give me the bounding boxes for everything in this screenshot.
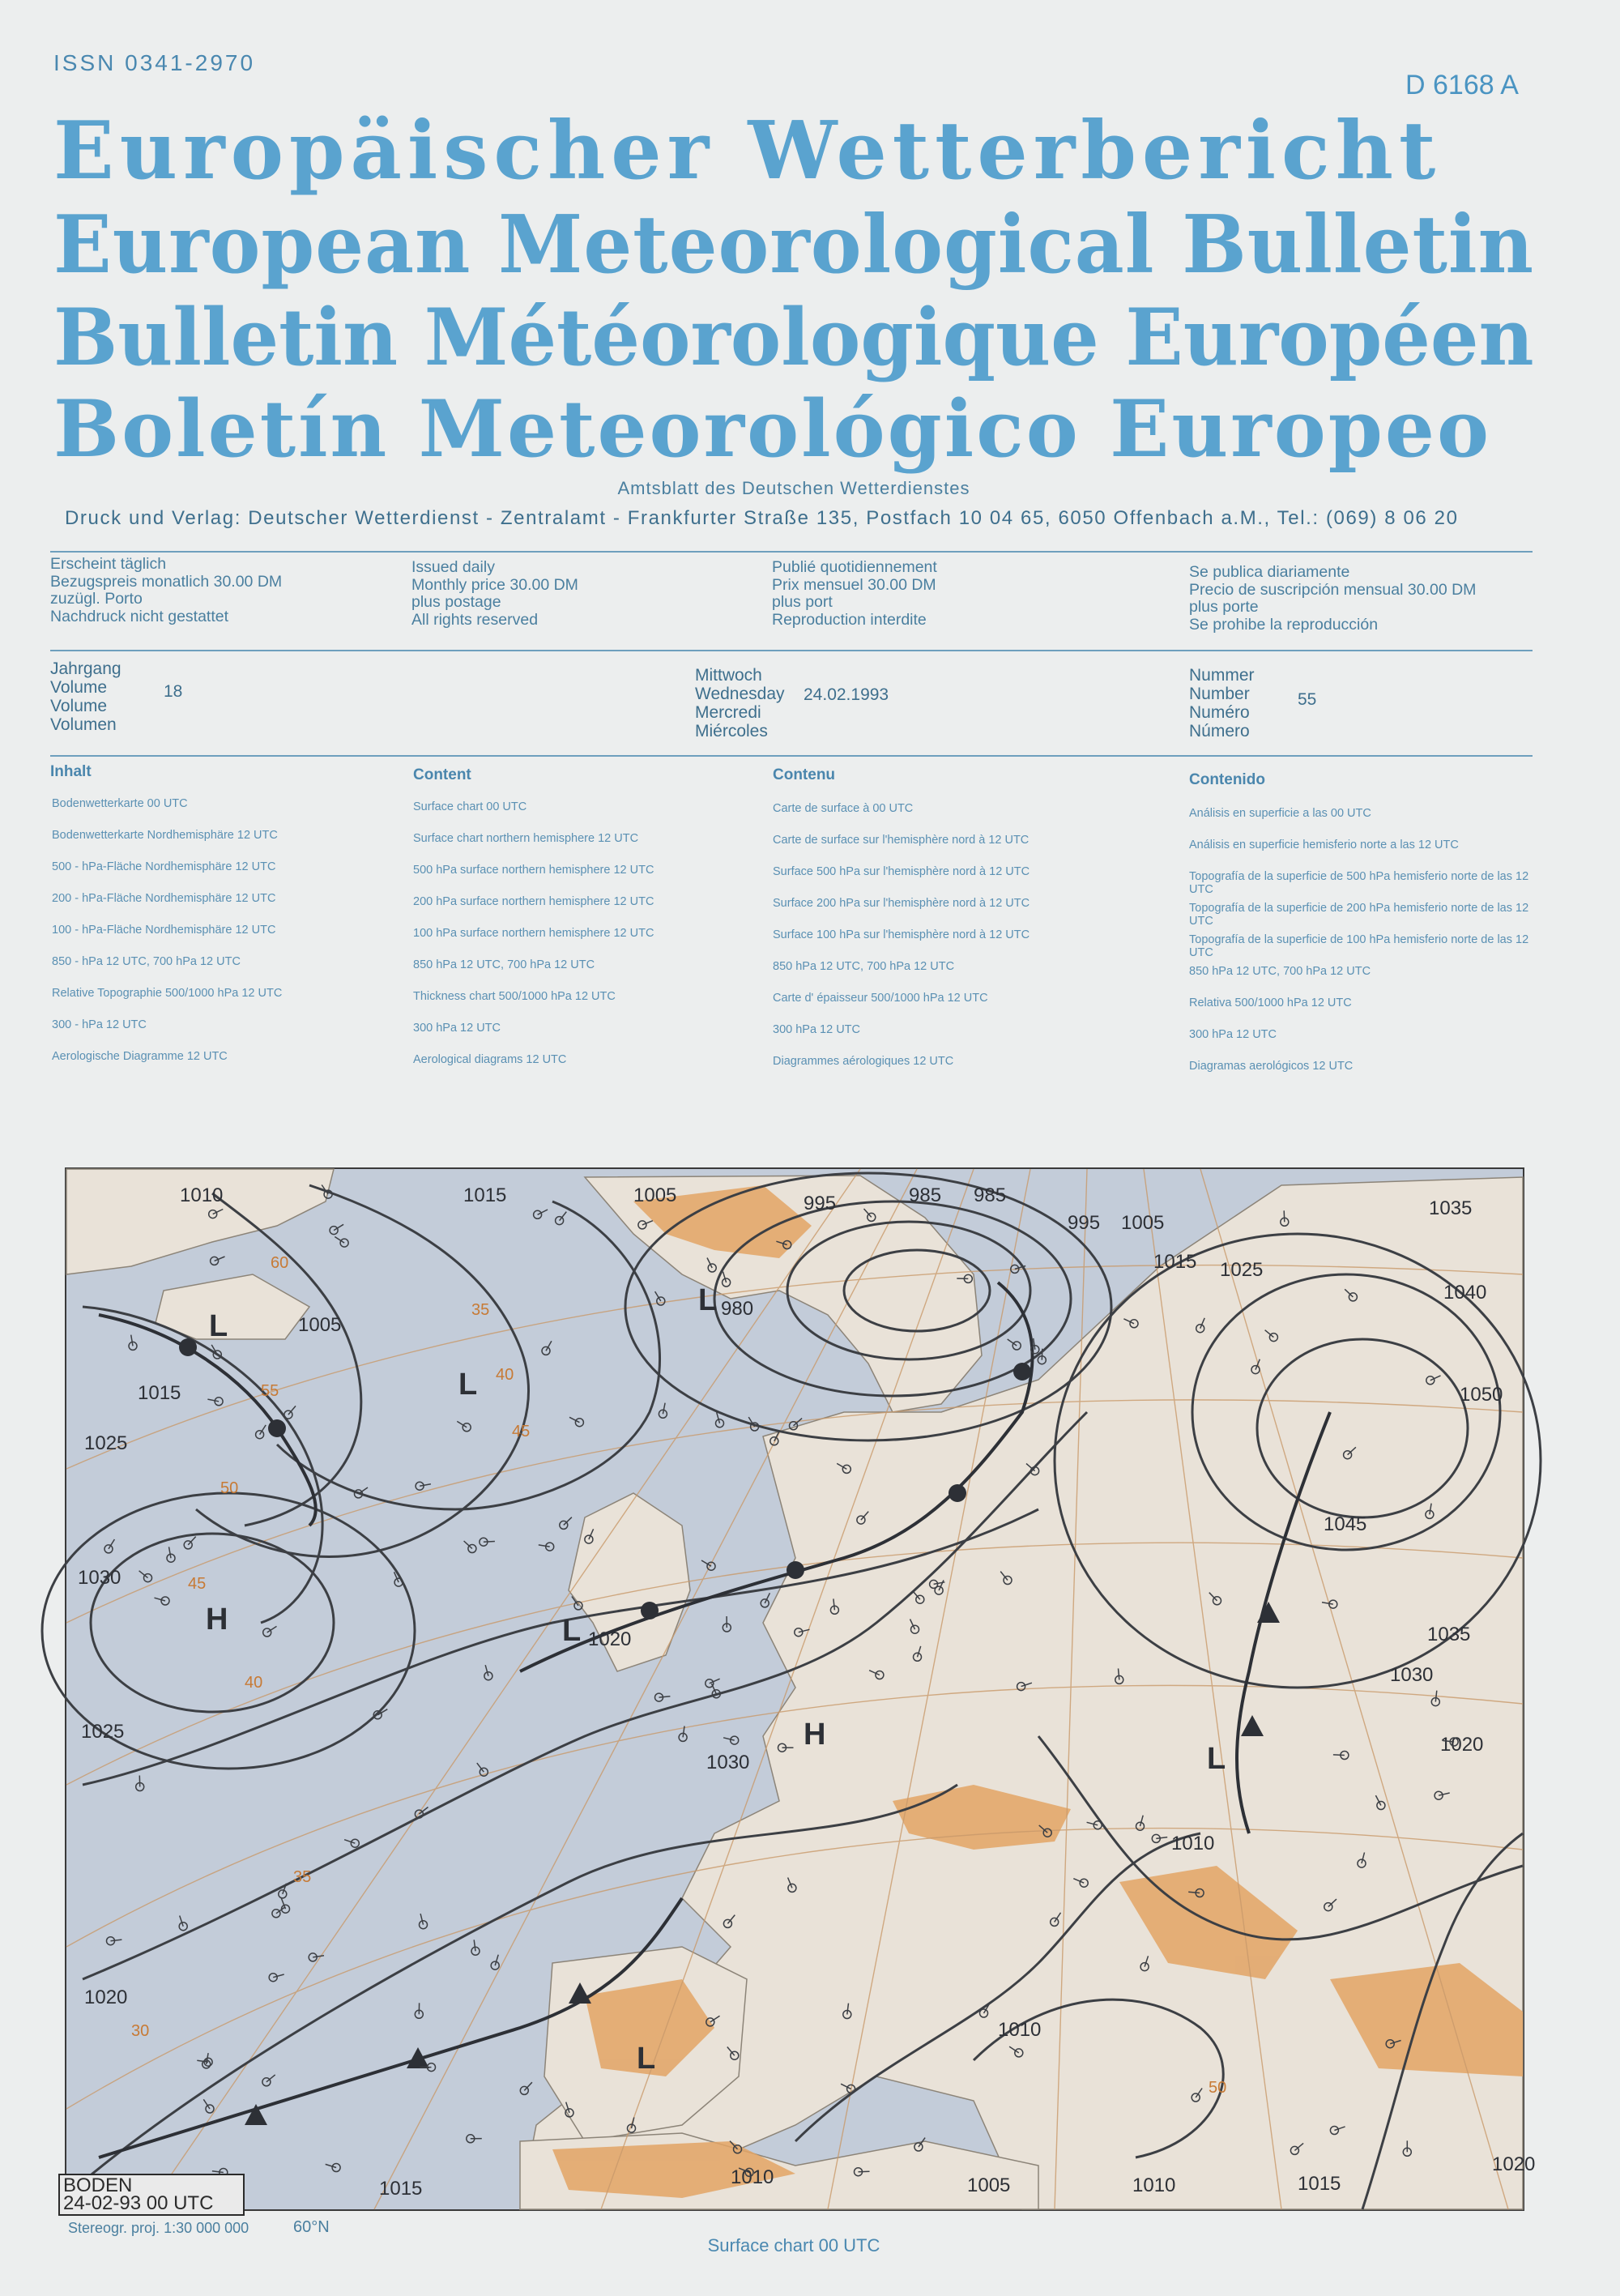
number-label: Nummer: [1189, 666, 1255, 685]
reference-latitude: 60°N: [293, 2218, 330, 2236]
station-symbol: [463, 1423, 471, 1432]
contents-item: Topografía de la superficie de 500 hPa hemisferio norte de las 12 UTC: [1189, 870, 1529, 896]
isobar-label: 1015: [1153, 1251, 1197, 1273]
isobar-label: 1020: [1440, 1734, 1484, 1756]
front-semicircle: [787, 1561, 804, 1579]
wind-barb: [155, 1598, 166, 1601]
volume-label: Volume: [50, 697, 108, 715]
isobar-label: 1010: [1171, 1833, 1215, 1854]
wind-barb: [701, 1560, 711, 1566]
isobar-label: 1040: [1443, 1282, 1487, 1304]
contents-list-german: [52, 797, 282, 1082]
weekday-label: Wednesday: [695, 685, 785, 703]
contents-item: 200 - hPa-Fläche Nordhemisphäre 12 UTC: [52, 892, 276, 905]
isobar-label: 1010: [998, 2019, 1042, 2041]
isobar-label: 1015: [138, 1382, 181, 1404]
issn-number: ISSN 0341-2970: [53, 50, 256, 75]
contents-item: Topografía de la superficie de 200 hPa hemisferio norte de las 12 UTC: [1189, 902, 1529, 928]
low-pressure-centre: L: [1207, 1742, 1226, 1776]
station-symbol: [542, 1346, 550, 1355]
contents-item: Relative Topographie 500/1000 hPa 12 UTC: [52, 987, 283, 1000]
contents-item: 300 - hPa 12 UTC: [52, 1018, 147, 1031]
subscription-line: Monthly price 30.00 DM: [411, 575, 578, 594]
iceland-land: [156, 1274, 309, 1339]
subscription-line: Prix mensuel 30.00 DM: [772, 575, 936, 594]
number-label: Number: [1189, 685, 1250, 703]
subscription-line: Precio de suscripción mensual 30.00 DM: [1189, 580, 1477, 599]
isobar-label: 1025: [81, 1721, 125, 1743]
subscription-line: Bezugspreis monatlich 30.00 DM: [50, 572, 283, 591]
subscription-english: [411, 559, 578, 629]
subscription-line: plus postage: [411, 593, 501, 611]
isobar-label: 1005: [298, 1314, 342, 1336]
map-caption: Surface chart 00 UTC: [707, 2235, 880, 2255]
low-pressure-centre: L: [637, 2042, 656, 2076]
wind-barb: [273, 1974, 284, 1978]
contents-heading-german: Inhalt: [50, 763, 92, 780]
contents-item: 500 - hPa-Fläche Nordhemisphäre 12 UTC: [52, 860, 276, 873]
divider-rule: [50, 551, 1533, 553]
isobar-label: 1015: [1298, 2173, 1341, 2195]
isobar-label: 995: [804, 1193, 837, 1214]
graticule-label: 50: [1209, 2079, 1227, 2097]
low-pressure-centre: L: [209, 1309, 228, 1343]
wind-barb: [663, 1403, 665, 1415]
isobar-label: 985: [974, 1184, 1007, 1206]
graticule-label: 45: [188, 1575, 207, 1593]
isobar-label: 1045: [1324, 1513, 1367, 1535]
volume-labels: [50, 659, 122, 734]
isobar-label: 1035: [1429, 1197, 1473, 1219]
contents-heading-english: Content: [413, 766, 471, 783]
isobar-label: 1030: [1390, 1664, 1434, 1686]
volume-label: Volumen: [50, 715, 117, 734]
wind-barb: [457, 1421, 467, 1427]
graticule-label: 55: [261, 1382, 279, 1400]
graticule-label: 60: [271, 1254, 289, 1272]
contents-heading-french: Contenu: [773, 766, 836, 783]
contents-item: Surface chart northern hemisphere 12 UTC: [413, 832, 639, 845]
isobar-label: 1010: [1132, 2174, 1176, 2196]
contents-item: 300 hPa 12 UTC: [773, 1023, 861, 1036]
volume-label: Volume: [50, 678, 108, 697]
contents-item: Diagramas aerológicos 12 UTC: [1189, 1060, 1354, 1073]
station-symbol: [534, 1210, 542, 1218]
isobar-label: 1035: [1427, 1624, 1471, 1645]
divider-rule: [50, 650, 1533, 651]
surface-weather-map: [63, 1167, 1536, 2214]
contents-item: Carte d' épaisseur 500/1000 hPa 12 UTC: [773, 992, 988, 1005]
contents-item: 850 hPa 12 UTC, 700 hPa 12 UTC: [413, 958, 595, 971]
front-semicircle: [1013, 1363, 1031, 1381]
title-spanish: Boletín Meteorológico Europeo: [53, 383, 1491, 475]
contents-item: Relativa 500/1000 hPa 12 UTC: [1189, 996, 1352, 1009]
low-pressure-centre: L: [458, 1368, 478, 1402]
contents-heading-spanish: Contenido: [1189, 771, 1265, 788]
front-semicircle: [949, 1484, 966, 1502]
contents-item: 100 hPa surface northern hemisphere 12 UTC: [413, 927, 654, 940]
contents-item: Surface 500 hPa sur l'hemisphère nord à 12 UTC: [773, 865, 1030, 878]
isobar-label: 1025: [84, 1432, 128, 1454]
publication-code: D 6168 A: [1405, 70, 1519, 100]
issue-number: 55: [1298, 690, 1317, 709]
station-symbol: [716, 1419, 724, 1428]
wind-barb: [335, 1237, 344, 1244]
subscription-line: All rights reserved: [411, 610, 539, 629]
subscription-line: Publié quotidiennement: [772, 558, 937, 576]
isobar-label: 1050: [1460, 1384, 1503, 1406]
contents-item: Surface 200 hPa sur l'hemisphère nord à 12 UTC: [773, 897, 1030, 910]
title-german: Europäischer Wetterbericht: [53, 105, 1442, 198]
subscription-german: [50, 556, 282, 625]
wind-barb: [539, 1545, 550, 1547]
isobar-label: 1005: [633, 1184, 677, 1206]
weekday-label: Miércoles: [695, 722, 768, 740]
isobar-label: 980: [721, 1298, 754, 1320]
wind-barb: [326, 2164, 336, 2167]
isobar-label: 1005: [967, 2174, 1011, 2196]
isobar-label: 1020: [588, 1628, 632, 1650]
wind-barb: [1284, 1210, 1285, 1222]
subscription-line: zuzügl. Porto: [50, 590, 143, 608]
graticule-label: 30: [131, 2022, 150, 2040]
contents-item: Thickness chart 500/1000 hPa 12 UTC: [413, 990, 616, 1003]
wind-barb: [420, 1914, 423, 1925]
subscription-line: Se publica diariamente: [1189, 563, 1350, 581]
isobar-label: 1015: [379, 2178, 423, 2200]
station-symbol: [104, 1545, 113, 1553]
wind-barb: [313, 1956, 324, 1957]
wind-barb: [723, 1738, 735, 1740]
contents-item: Surface chart 00 UTC: [413, 800, 527, 813]
wind-barb: [420, 1484, 431, 1486]
subscription-french: [772, 559, 937, 629]
front-semicircle: [179, 1338, 197, 1356]
contents-item: Diagrammes aérologiques 12 UTC: [773, 1055, 954, 1068]
subscription-line: plus port: [772, 593, 833, 611]
isobar: [212, 1193, 361, 1526]
wind-barb: [485, 1665, 488, 1676]
contents-item: Bodenwetterkarte 00 UTC: [52, 797, 188, 810]
contents-item: Análisis en superficie a las 00 UTC: [1189, 807, 1371, 820]
contents-list-english: [413, 800, 654, 1085]
map-id-title: BODEN: [63, 2174, 133, 2196]
wind-barb: [474, 1940, 475, 1951]
title-french: Bulletin Météorologique Européen: [53, 292, 1534, 383]
subscription-line: Erscheint täglich: [50, 555, 167, 573]
number-labels: [1189, 666, 1255, 740]
contents-item: 500 hPa surface northern hemisphere 12 UTC: [413, 864, 654, 877]
wind-barb: [334, 1224, 343, 1230]
wind-barb: [131, 1335, 133, 1346]
graticule-label: 35: [471, 1301, 490, 1319]
weekday-label: Mittwoch: [695, 666, 762, 685]
contents-item: Bodenwetterkarte Nordhemisphäre 12 UTC: [52, 829, 278, 842]
map-id-box: [58, 2174, 245, 2216]
high-pressure-centre: H: [206, 1603, 228, 1637]
subscription-line: Se prohibe la reproducción: [1189, 615, 1379, 634]
contents-list-french: [773, 802, 1030, 1086]
station-symbol: [706, 1679, 714, 1688]
graticule-label: 40: [496, 1366, 514, 1384]
isobar-label: 1010: [180, 1184, 224, 1206]
station-symbol: [272, 1910, 280, 1918]
wind-barb: [1333, 1755, 1345, 1756]
isobar-label: 1030: [78, 1567, 122, 1589]
high-pressure-centre: H: [804, 1718, 826, 1752]
graticule-label: 35: [293, 1868, 312, 1886]
subscription-line: Reproduction interdite: [772, 610, 927, 629]
subscription-line: plus porte: [1189, 598, 1259, 616]
title-english: European Meteorological Bulletin: [53, 198, 1535, 292]
wind-barb: [260, 1425, 266, 1435]
contents-item: 100 - hPa-Fläche Nordhemisphäre 12 UTC: [52, 924, 276, 937]
issue-date: 24.02.1993: [804, 685, 889, 704]
isobar-label: 1005: [1121, 1212, 1165, 1234]
publisher-line: Druck und Verlag: Deutscher Wetterdienst - Zentralamt - Frankfurter Straße 135, Postfach 10 04 65, 6050 Offenbach a.M., Tel.: (069) 8 06 20: [65, 507, 1459, 529]
wind-barb: [495, 1955, 498, 1965]
contents-item: Carte de surface à 00 UTC: [773, 802, 914, 815]
low-pressure-centre: L: [562, 1614, 582, 1648]
wind-barb: [109, 1539, 114, 1549]
number-label: Numéro: [1189, 703, 1250, 722]
volume-number: 18: [164, 682, 183, 701]
contents-item: 850 hPa 12 UTC, 700 hPa 12 UTC: [1189, 965, 1371, 978]
station-symbol: [491, 1961, 499, 1970]
isobar-label: 1025: [1220, 1259, 1264, 1281]
front-semicircle: [268, 1419, 286, 1437]
contents-item: 200 hPa surface northern hemisphere 12 UTC: [413, 895, 654, 908]
graticule-label: 40: [245, 1674, 263, 1692]
isobar-label: 995: [1068, 1212, 1101, 1234]
contents-item: 850 hPa 12 UTC, 700 hPa 12 UTC: [773, 960, 955, 973]
map-id-datetime: 24-02-93 00 UTC: [63, 2192, 214, 2214]
contents-item: Aerological diagrams 12 UTC: [413, 1053, 567, 1066]
wind-barb: [267, 1626, 277, 1632]
official-gazette-line: Amtsblatt des Deutschen Wetterdienstes: [617, 478, 970, 498]
contents-item: 850 - hPa 12 UTC, 700 hPa 12 UTC: [52, 955, 241, 968]
wind-barb: [203, 2099, 210, 2109]
divider-rule: [50, 755, 1533, 757]
isobar-label: 1015: [463, 1184, 507, 1206]
projection-note: Stereogr. proj. 1:30 000 000: [68, 2220, 249, 2236]
station-symbol: [211, 1257, 219, 1265]
wind-barb: [484, 1542, 495, 1543]
graticule-label: 50: [220, 1479, 239, 1497]
wind-barb: [546, 1341, 552, 1351]
contents-item: Análisis en superficie hemisferio norte a las 12 UTC: [1189, 839, 1459, 851]
contents-item: Carte de surface sur l'hemisphère nord à 12 UTC: [773, 834, 1030, 847]
contents-item: Surface 100 hPa sur l'hemisphère nord à 12 UTC: [773, 928, 1030, 941]
isobar-label: 985: [909, 1184, 942, 1206]
front-semicircle: [641, 1602, 659, 1620]
number-label: Número: [1189, 722, 1250, 740]
volume-label: Jahrgang: [50, 659, 122, 678]
contents-item: Aerologische Diagramme 12 UTC: [52, 1050, 228, 1063]
low-pressure-centre: L: [698, 1283, 718, 1317]
subscription-line: Nachdruck nicht gestattet: [50, 607, 229, 625]
isobar-label: 1030: [706, 1752, 750, 1773]
isobar-label: 1020: [84, 1987, 128, 2008]
isobar: [196, 1185, 529, 1557]
subscription-line: Issued daily: [411, 558, 495, 576]
graticule-label: 45: [512, 1423, 531, 1440]
wind-barb: [659, 1696, 671, 1697]
isobar-label: 1020: [1492, 2153, 1536, 2175]
land-areas: [66, 1169, 1523, 2209]
weather-map-drawing: [66, 1169, 1536, 2209]
wind-barb: [169, 1547, 172, 1558]
wind-barb: [655, 1291, 661, 1301]
contents-list-spanish: [1189, 807, 1529, 1091]
isobar: [277, 1201, 660, 1509]
subscription-spanish: [1189, 564, 1476, 634]
isobar-label: 1010: [731, 2166, 774, 2188]
wind-barb: [859, 2171, 870, 2172]
wind-barb: [207, 1399, 219, 1402]
contents-item: Topografía de la superficie de 100 hPa hemisferio norte de las 12 UTC: [1189, 933, 1529, 959]
contents-item: 300 hPa 12 UTC: [413, 1022, 501, 1035]
contents-item: 300 hPa 12 UTC: [1189, 1028, 1277, 1041]
weekday-label: Mercredi: [695, 703, 761, 722]
wind-barb: [212, 2171, 224, 2173]
wind-barb: [717, 1412, 720, 1423]
wind-barb: [111, 1940, 122, 1941]
station-symbol: [731, 1736, 739, 1744]
weekday-labels: [695, 666, 785, 740]
